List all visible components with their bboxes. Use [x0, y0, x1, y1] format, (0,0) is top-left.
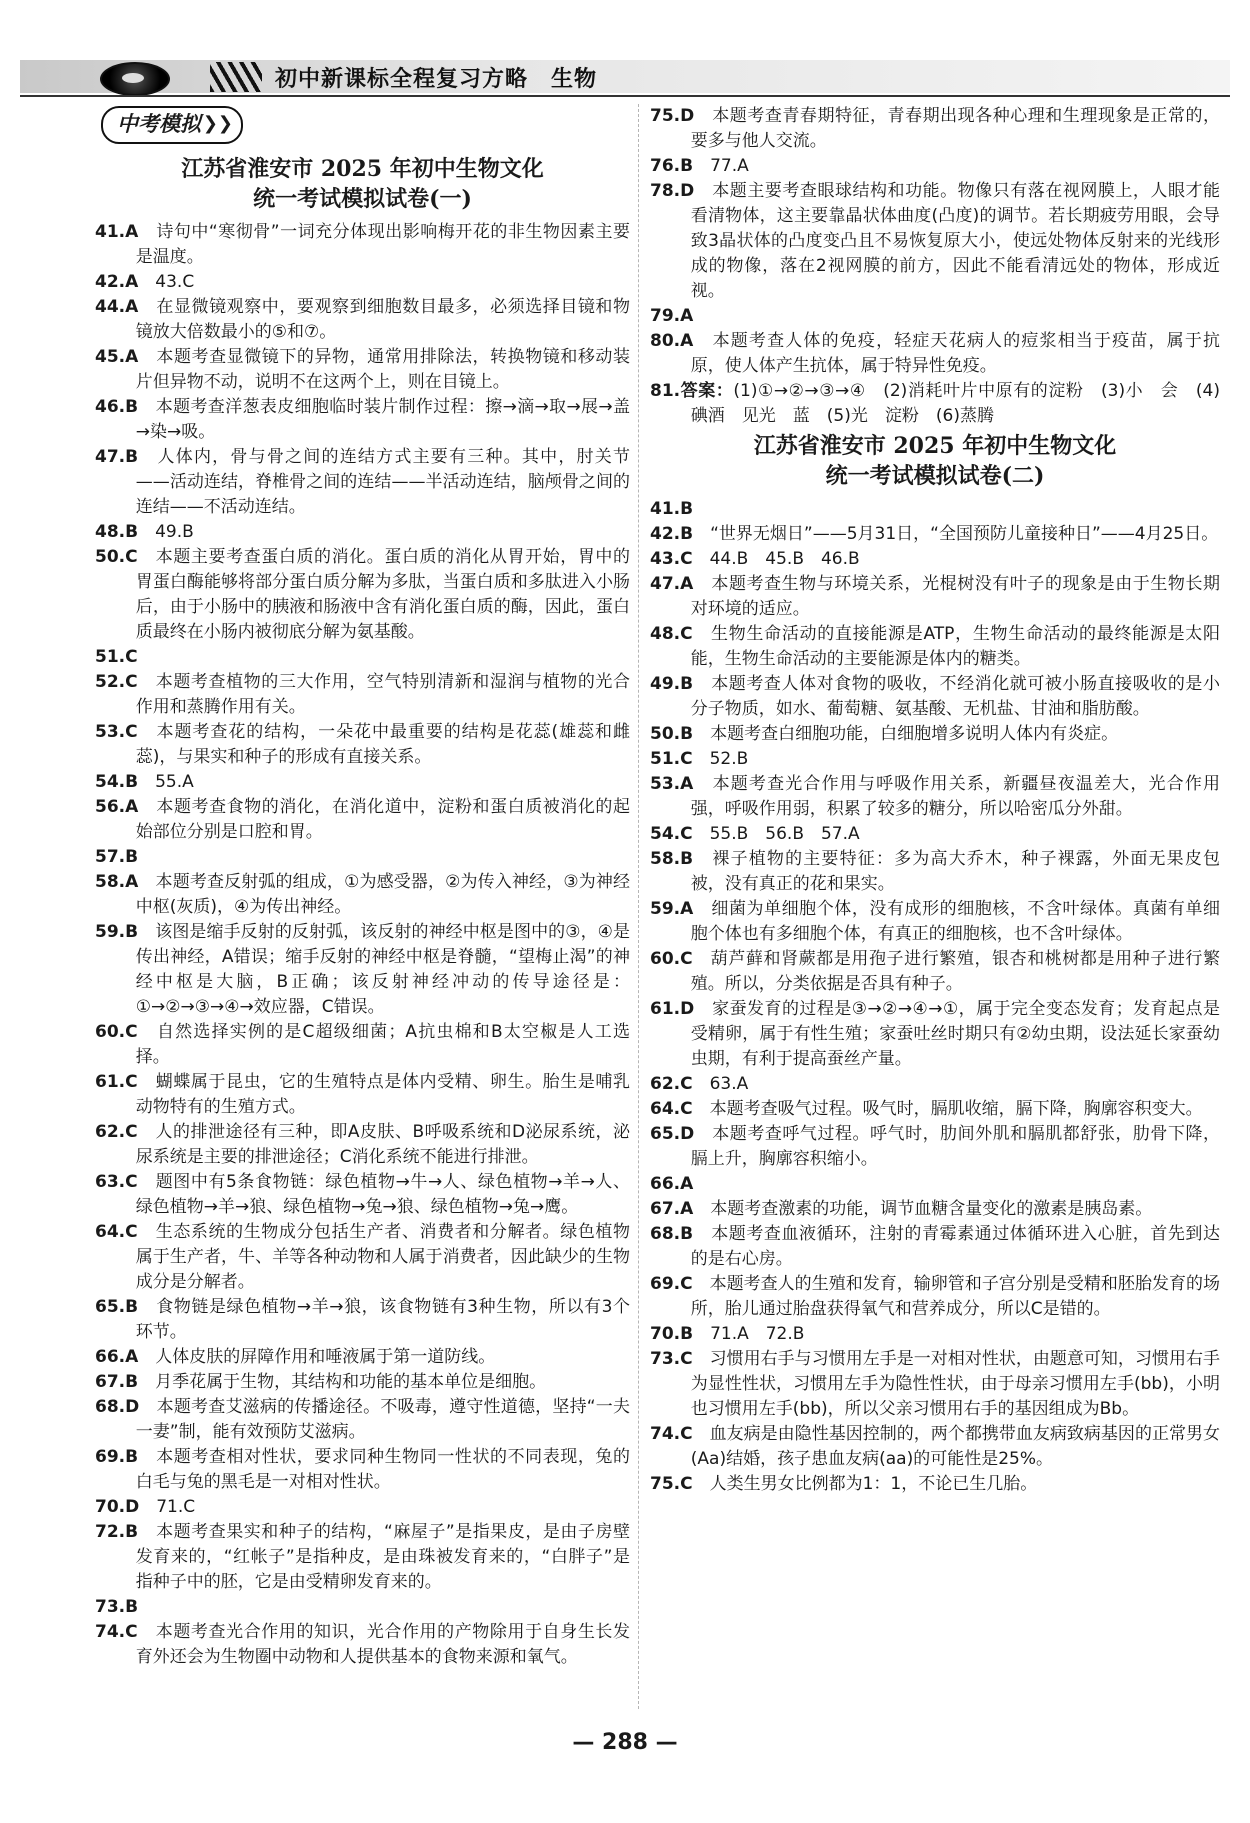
question-number: 66.A — [95, 1347, 139, 1367]
question-number: 47.A — [650, 574, 694, 594]
book-logo-icon — [100, 62, 170, 96]
banner-label: 中考模拟 — [117, 112, 201, 136]
question-number: 63.C — [95, 1172, 138, 1192]
exam1-answer-item: 41.A 诗句中“寒彻骨”一词充分体现出影响梅开花的非生物因素主要是温度。 — [95, 222, 630, 267]
exam1-answers-right — [650, 104, 1220, 429]
exam1-answer-item: 60.C 自然选择实例的是C超级细菌；A抗虫棉和B太空椒是人工选择。 — [95, 1022, 630, 1067]
question-number: 61.C — [95, 1072, 138, 1092]
exam2-answer-item: 53.A 本题考查光合作用与呼吸作用关系，新疆昼夜温差大，光合作用强，呼吸作用弱，积累了较多的糖分，所以哈密瓜分外甜。 — [650, 774, 1220, 819]
question-number: 65.B — [95, 1297, 139, 1317]
exam1-answer-item: 52.C 本题考查植物的三大作用，空气特别清新和湿润与植物的光合作用和蒸腾作用有关。 — [95, 672, 630, 717]
exam1-answer-item: 42.A 43.C — [95, 272, 195, 292]
exam2-answer-item: 64.C 本题考查吸气过程。吸气时，膈肌收缩，膈下降，胸廓容积变大。 — [650, 1099, 1203, 1119]
question-number: 73.C — [650, 1349, 693, 1369]
question-number: 60.C — [95, 1022, 138, 1042]
exam2-answer-item: 48.C 生物生命活动的直接能源是ATP，生物生命活动的最终能源是太阳能，生物生命活动的主要能源是体内的糖类。 — [650, 624, 1220, 669]
question-number: 54.C — [650, 824, 693, 844]
question-number: 42.A — [95, 272, 139, 292]
question-number: 74.C — [95, 1622, 138, 1642]
exam1-answer-item: 81.答案：(1)①→②→③→④ (2)消耗叶片中原有的淀粉 (3)小 会 (4)碘酒 见光 蓝 (5)光 淀粉 (6)蒸腾 — [650, 381, 1221, 426]
column-divider — [638, 104, 639, 1709]
question-number: 57.B — [95, 847, 139, 867]
exam1-answer-item: 76.B 77.A — [650, 156, 749, 176]
header-title: 初中新课标全程复习方略 生物 — [275, 67, 598, 92]
question-number: 81.答案： — [650, 381, 734, 401]
exam1-answer-item: 69.B 本题考查相对性状，要求同种生物同一性状的不同表现，兔的白毛与兔的黑毛是一对相对性状。 — [95, 1447, 630, 1492]
question-number: 41.B — [650, 499, 694, 519]
question-number: 66.A — [650, 1174, 694, 1194]
exam2-answer-item: 69.C 本题考查人的生殖和发育，输卵管和子宫分别是受精和胚胎发育的场所，胎儿通过胎盘获得氧气和营养成分，所以C是错的。 — [650, 1274, 1220, 1319]
question-number: 67.B — [95, 1372, 139, 1392]
exam1-answer-item: 64.C 生态系统的生物成分包括生产者、消费者和分解者。绿色植物属于生产者，牛、羊等各种动物和人属于消费者，因此缺少的生物成分是分解者。 — [95, 1222, 630, 1292]
question-number: 46.B — [95, 397, 139, 417]
exam2-answer-item: 70.B 71.A 72.B — [650, 1324, 805, 1344]
question-number: 59.B — [95, 922, 139, 942]
question-number: 51.C — [95, 647, 138, 667]
exam1-title-line1: 江苏省淮安市 2025 年初中生物文化 — [181, 156, 544, 182]
exam1-answer-item: 70.D 71.C — [95, 1497, 196, 1517]
exam2-answer-item: 47.A 本题考查生物与环境关系，光棍树没有叶子的现象是由于生物长期对环境的适应。 — [650, 574, 1220, 619]
question-number: 48.C — [650, 624, 693, 644]
exam1-answer-item: 53.C 本题考查花的结构，一朵花中最重要的结构是花蕊(雄蕊和雌蕊)，与果实和种子的形成有直接关系。 — [95, 722, 630, 767]
exam1-answer-item: 61.C 蝴蝶属于昆虫，它的生殖特点是体内受精、卵生。胎生是哺乳动物特有的生殖方式。 — [95, 1072, 630, 1117]
question-number: 75.C — [650, 1474, 693, 1494]
exam2-title-line2: 统一考试模拟试卷(二) — [825, 463, 1045, 489]
question-number: 68.D — [95, 1397, 140, 1417]
exam2-answer-item — [650, 1172, 1220, 1197]
question-number: 59.A — [650, 899, 694, 919]
exam1-answers-left — [95, 220, 630, 1670]
exam1-answer-item: 48.B 49.B — [95, 522, 194, 542]
exam1-answer-item: 47.B 人体内，骨与骨之间的连结方式主要有三种。其中，肘关节——活动连结，脊椎骨之间的连结——半活动连结，脑颅骨之间的连结——不活动连结。 — [95, 447, 630, 517]
question-number: 61.D — [650, 999, 695, 1019]
question-number: 42.B — [650, 524, 694, 544]
question-number: 79.A — [650, 306, 694, 326]
exam1-answer-item: 68.D 本题考查艾滋病的传播途径。不吸毒，遵守性道德，坚持“一夫一妻”制，能有效预防艾滋病。 — [95, 1397, 630, 1442]
exam1-answer-item: 75.D 本题考查青春期特征，青春期出现各种心理和生理现象是正常的，要多与他人交流。 — [650, 106, 1220, 151]
question-number: 76.B — [650, 156, 694, 176]
question-number: 44.A — [95, 297, 139, 317]
exam2-answer-item: 74.C 血友病是由隐性基因控制的，两个都携带血友病致病基因的正常男女(Aa)结婚，孩子患血友病(aa)的可能性是25%。 — [650, 1424, 1220, 1469]
exam2-answer-item: 62.C 63.A — [650, 1074, 749, 1094]
exam2-answer-item: 75.C 人类生男女比例都为1：1，不论已生几胎。 — [650, 1474, 1038, 1494]
question-number: 65.D — [650, 1124, 695, 1144]
question-number: 67.A — [650, 1199, 694, 1219]
question-number: 74.C — [650, 1424, 693, 1444]
question-number: 52.C — [95, 672, 138, 692]
exam2-answer-item: 43.C 44.B 45.B 46.B — [650, 549, 860, 569]
question-number: 69.B — [95, 1447, 139, 1467]
exam1-answer-item: 58.A 本题考查反射弧的组成，①为感受器，②为传入神经，③为神经中枢(灰质)，④为传出神经。 — [95, 872, 630, 917]
exam1-title — [95, 154, 630, 214]
exam1-answer-item — [95, 1595, 630, 1620]
question-number: 78.D — [650, 181, 695, 201]
exam1-answer-item — [650, 304, 1220, 329]
exam1-answer-item: 59.B 该图是缩手反射的反射弧，该反射的神经中枢是图中的③，④是传出神经，A错误；缩手反射的神经中枢是脊髓，“望梅止渴”的神经中枢是大脑，B正确；该反射神经冲动的传导途径是：①→②→③→④→效应器，C错误。 — [95, 922, 630, 1017]
page-header — [20, 60, 1230, 98]
question-number: 70.B — [650, 1324, 694, 1344]
exam1-answer-item: 74.C 本题考查光合作用的知识，光合作用的产物除用于自身生长发育外还会为生物圈中动物和人提供基本的食物来源和氧气。 — [95, 1622, 630, 1667]
exam2-answer-item: 58.B 裸子植物的主要特征：多为高大乔木，种子裸露，外面无果皮包被，没有真正的花和果实。 — [650, 849, 1220, 894]
exam1-answer-item: 54.B 55.A — [95, 772, 194, 792]
question-number: 53.C — [95, 722, 138, 742]
question-number: 53.A — [650, 774, 694, 794]
question-number: 64.C — [95, 1222, 138, 1242]
question-number: 56.A — [95, 797, 139, 817]
exam1-answer-item: 78.D 本题主要考查眼球结构和功能。物像只有落在视网膜上，人眼才能看清物体，这主要靠晶状体曲度(凸度)的调节。若长期疲劳用眼，会导致3晶状体的凸度变凸且不易恢复原大小，使远处物体反射来的光线形成的物像，落在2视网膜的前方，因此不能看清远处的物体，形成近视。 — [650, 181, 1220, 301]
exam1-answer-item: 80.A 本题考查人体的免疫，轻症天花病人的痘浆相当于疫苗，属于抗原，使人体产生抗体，属于特异性免疫。 — [650, 331, 1220, 376]
exam1-title-line2: 统一考试模拟试卷(一) — [253, 186, 472, 212]
exam1-answer-item: 67.B 月季花属于生物，其结构和功能的基本单位是细胞。 — [95, 1372, 547, 1392]
exam2-title-line1: 江苏省淮安市 2025 年初中生物文化 — [753, 433, 1117, 459]
exam1-answer-item: 72.B 本题考查果实和种子的结构，“麻屋子”是指果皮，是由子房壁发育来的，“红帐子”是指种皮，是由珠被发育来的，“白胖子”是指种子中的胚，它是由受精卵发育来的。 — [95, 1522, 630, 1592]
question-number: 60.C — [650, 949, 693, 969]
question-number: 62.C — [650, 1074, 693, 1094]
page-number: — 288 — — [572, 1730, 678, 1755]
question-number: 43.C — [650, 549, 693, 569]
question-number: 64.C — [650, 1099, 693, 1119]
exam2-answer-item: 67.A 本题考查激素的功能，调节血糖含量变化的激素是胰岛素。 — [650, 1199, 1153, 1219]
question-number: 75.D — [650, 106, 695, 126]
exam1-answer-item: 44.A 在显微镜观察中，要观察到细胞数目最多，必须选择目镜和物镜放大倍数最小的⑤和⑦。 — [95, 297, 630, 342]
exam1-answer-item: 46.B 本题考查洋葱表皮细胞临时装片制作过程：擦→滴→取→展→盖→染→吸。 — [95, 397, 630, 442]
question-number: 58.B — [650, 849, 694, 869]
question-number: 69.C — [650, 1274, 693, 1294]
question-number: 41.A — [95, 222, 139, 242]
exam1-answer-item: 66.A 人体皮肤的屏障作用和唾液属于第一道防线。 — [95, 1347, 496, 1367]
question-number: 50.B — [650, 724, 694, 744]
exam2-answer-item: 50.B 本题考查白细胞功能，白细胞增多说明人体内有炎症。 — [650, 724, 1119, 744]
exam2-title — [650, 431, 1220, 491]
exam1-answer-item — [95, 845, 630, 870]
exam2-answer-item: 49.B 本题考查人体对食物的吸收，不经消化就可被小肠直接吸收的是小分子物质，如水、葡萄糖、氨基酸、无机盐、甘油和脂肪酸。 — [650, 674, 1220, 719]
exam2-answer-item: 73.C 习惯用右手与习惯用左手是一对相对性状，由题意可知，习惯用右手为显性性状，习惯用左手为隐性性状，由于母亲习惯用左手(bb)，小明也习惯用左手(bb)，所以父亲习惯用右手的基因组成为Bb。 — [650, 1349, 1220, 1419]
header-bar — [20, 60, 1230, 93]
exam1-answer-item: 45.A 本题考查显微镜下的异物，通常用排除法，转换物镜和移动装片但异物不动，说明不在这两个上，则在目镜上。 — [95, 347, 630, 392]
question-number: 58.A — [95, 872, 139, 892]
question-number: 62.C — [95, 1122, 138, 1142]
header-rule — [20, 95, 1230, 97]
exam2-answer-item: 42.B “世界无烟日”——5月31日，“全国预防儿童接种日”——4月25日。 — [650, 524, 1219, 544]
exam2-answer-item: 51.C 52.B — [650, 749, 749, 769]
left-column — [95, 104, 630, 1670]
exam1-answer-item: 62.C 人的排泄途径有三种，即A皮肤、B呼吸系统和D泌尿系统，泌尿系统是主要的排泄途径；C消化系统不能进行排泄。 — [95, 1122, 630, 1167]
exam2-answer-item: 68.B 本题考查血液循环，注射的青霉素通过体循环进入心脏，首先到达的是右心房。 — [650, 1224, 1220, 1269]
question-number: 49.B — [650, 674, 694, 694]
exam1-answer-item: 65.B 食物链是绿色植物→羊→狼，该食物链有3种生物，所以有3个环节。 — [95, 1297, 630, 1342]
double-arrow-icon: ❯❯ — [202, 113, 233, 134]
exam2-answer-item: 65.D 本题考查呼气过程。呼气时，肋间外肌和膈肌都舒张，肋骨下降，膈上升，胸廓容积缩小。 — [650, 1124, 1220, 1169]
question-number: 70.D — [95, 1497, 140, 1517]
question-number: 68.B — [650, 1224, 694, 1244]
question-number: 47.B — [95, 447, 139, 467]
right-column — [650, 104, 1220, 1497]
question-number: 73.B — [95, 1597, 139, 1617]
question-number: 50.C — [95, 547, 138, 567]
header-stripes — [210, 62, 262, 92]
question-number: 48.B — [95, 522, 139, 542]
exam2-answers — [650, 497, 1220, 1497]
question-number: 45.A — [95, 347, 139, 367]
exam1-answer-item: 63.C 题图中有5条食物链：绿色植物→牛→人、绿色植物→羊→人、绿色植物→羊→狼、绿色植物→兔→狼、绿色植物→兔→鹰。 — [95, 1172, 630, 1217]
exam1-answer-item: 50.C 本题主要考查蛋白质的消化。蛋白质的消化从胃开始，胃中的胃蛋白酶能够将部分蛋白质分解为多肽，当蛋白质和多肽进入小肠后，由于小肠中的胰液和肠液中含有消化蛋白质的酶，因此，蛋白质最终在小肠内被彻底分解为氨基酸。 — [95, 547, 630, 642]
question-number: 51.C — [650, 749, 693, 769]
section-banner — [101, 106, 243, 144]
exam1-answer-item — [95, 645, 630, 670]
question-number: 80.A — [650, 331, 694, 351]
question-number: 54.B — [95, 772, 139, 792]
exam2-answer-item: 60.C 葫芦藓和肾蕨都是用孢子进行繁殖，银杏和桃树都是用种子进行繁殖。所以，分类依据是否具有种子。 — [650, 949, 1220, 994]
exam2-answer-item: 54.C 55.B 56.B 57.A — [650, 824, 860, 844]
exam1-answer-item: 56.A 本题考查食物的消化，在消化道中，淀粉和蛋白质被消化的起始部位分别是口腔和胃。 — [95, 797, 630, 842]
exam2-answer-item: 61.D 家蚕发育的过程是③→②→④→①，属于完全变态发育；发育起点是受精卵，属于有性生殖；家蚕吐丝时期只有②幼虫期，设法延长家蚕幼虫期，有利于提高蚕丝产量。 — [650, 999, 1220, 1069]
question-number: 72.B — [95, 1522, 139, 1542]
exam2-answer-item: 59.A 细菌为单细胞个体，没有成形的细胞核，不含叶绿体。真菌有单细胞个体也有多细胞个体，有真正的细胞核，也不含叶绿体。 — [650, 899, 1220, 944]
exam2-answer-item — [650, 497, 1220, 522]
